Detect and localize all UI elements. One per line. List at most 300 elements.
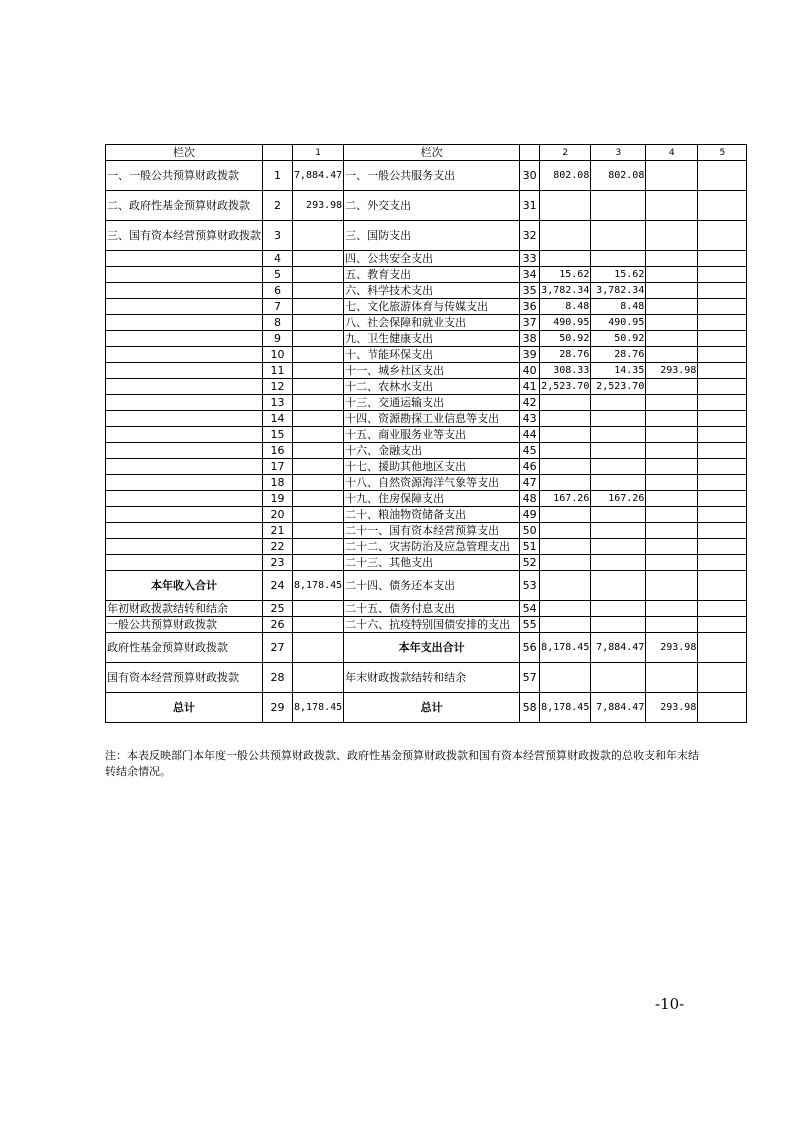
left-label: 一般公共预算财政拨款 — [106, 617, 263, 633]
right-line-no: 50 — [520, 523, 540, 539]
right-label: 二十六、抗疫特别国债安排的支出 — [344, 617, 520, 633]
state-capital-value — [698, 571, 747, 601]
left-line-no: 10 — [263, 347, 293, 363]
left-line-no: 29 — [263, 693, 293, 723]
right-label: 十九、住房保障支出 — [344, 491, 520, 507]
table-row — [106, 539, 747, 555]
total-value — [540, 427, 591, 443]
right-label: 九、卫生健康支出 — [344, 331, 520, 347]
fund-budget-value — [646, 523, 698, 539]
total-value — [540, 191, 591, 221]
fund-budget-value — [646, 283, 698, 299]
right-line-no: 48 — [520, 491, 540, 507]
left-line-no: 24 — [263, 571, 293, 601]
fund-budget-value: 293.98 — [646, 693, 698, 723]
left-label: 年初财政拨款结转和结余 — [106, 601, 263, 617]
general-budget-value — [591, 427, 646, 443]
fund-budget-value: 293.98 — [646, 363, 698, 379]
total-value — [540, 507, 591, 523]
state-capital-value — [698, 363, 747, 379]
total-value: 3,782.34 — [540, 283, 591, 299]
fund-budget-value — [646, 571, 698, 601]
fund-budget-value — [646, 267, 698, 283]
table-row — [106, 379, 747, 395]
left-label — [106, 379, 263, 395]
right-label: 十五、商业服务业等支出 — [344, 427, 520, 443]
right-line-no: 54 — [520, 601, 540, 617]
state-capital-value — [698, 491, 747, 507]
fund-budget-value — [646, 161, 698, 191]
left-line-no: 25 — [263, 601, 293, 617]
right-label: 一、一般公共服务支出 — [344, 161, 520, 191]
total-value — [540, 555, 591, 571]
left-label — [106, 427, 263, 443]
right-line-no: 58 — [520, 693, 540, 723]
income-value — [293, 411, 344, 427]
right-line-no: 38 — [520, 331, 540, 347]
right-line-no: 30 — [520, 161, 540, 191]
right-label: 二十、粮油物资储备支出 — [344, 507, 520, 523]
header-blank-2 — [520, 145, 540, 161]
left-label — [106, 507, 263, 523]
right-label: 二十四、债务还本支出 — [344, 571, 520, 601]
left-label — [106, 251, 263, 267]
left-label: 二、政府性基金预算财政拨款 — [106, 191, 263, 221]
general-budget-value: 167.26 — [591, 491, 646, 507]
total-value — [540, 395, 591, 411]
right-label: 十八、自然资源海洋气象等支出 — [344, 475, 520, 491]
right-line-no: 37 — [520, 315, 540, 331]
right-line-no: 56 — [520, 633, 540, 663]
state-capital-value — [698, 379, 747, 395]
total-value — [540, 443, 591, 459]
left-line-no: 20 — [263, 507, 293, 523]
state-capital-value — [698, 251, 747, 267]
fund-budget-value — [646, 221, 698, 251]
income-value — [293, 443, 344, 459]
right-line-no: 55 — [520, 617, 540, 633]
table-row — [106, 251, 747, 267]
left-label — [106, 363, 263, 379]
total-value: 8.48 — [540, 299, 591, 315]
right-label: 年末财政拨款结转和结余 — [344, 663, 520, 693]
table-row — [106, 459, 747, 475]
state-capital-value — [698, 191, 747, 221]
right-line-no: 57 — [520, 663, 540, 693]
general-budget-value — [591, 475, 646, 491]
state-capital-value — [698, 663, 747, 693]
total-value — [540, 539, 591, 555]
state-capital-value — [698, 693, 747, 723]
fund-budget-value — [646, 555, 698, 571]
table-footnote: 注：本表反映部门本年度一般公共预算财政拨款、政府性基金预算财政拨款和国有资本经营预算财政拨款的总收支和年末结转结余情况。 — [105, 749, 699, 778]
left-label: 政府性基金预算财政拨款 — [106, 633, 263, 663]
general-budget-value — [591, 663, 646, 693]
income-value — [293, 633, 344, 663]
income-value: 293.98 — [293, 191, 344, 221]
fund-budget-value — [646, 507, 698, 523]
total-value: 802.08 — [540, 161, 591, 191]
right-line-no: 31 — [520, 191, 540, 221]
table-row — [106, 267, 747, 283]
income-value — [293, 251, 344, 267]
fund-budget-value — [646, 191, 698, 221]
header-col-mid: 栏次 — [344, 145, 520, 161]
table-row — [106, 221, 747, 251]
general-budget-value: 50.92 — [591, 331, 646, 347]
fund-budget-value — [646, 601, 698, 617]
income-value — [293, 267, 344, 283]
right-line-no: 35 — [520, 283, 540, 299]
general-budget-value: 7,884.47 — [591, 693, 646, 723]
left-line-no: 3 — [263, 221, 293, 251]
right-label: 二十五、债务付息支出 — [344, 601, 520, 617]
left-line-no: 12 — [263, 379, 293, 395]
left-line-no: 8 — [263, 315, 293, 331]
total-value: 50.92 — [540, 331, 591, 347]
general-budget-value — [591, 221, 646, 251]
general-budget-value — [591, 443, 646, 459]
general-budget-value — [591, 601, 646, 617]
fund-budget-value — [646, 475, 698, 491]
general-budget-value — [591, 459, 646, 475]
right-label: 十二、农林水支出 — [344, 379, 520, 395]
total-value — [540, 601, 591, 617]
fund-budget-value — [646, 491, 698, 507]
table-row — [106, 693, 747, 723]
table-row — [106, 395, 747, 411]
income-value: 7,884.47 — [293, 161, 344, 191]
total-value — [540, 459, 591, 475]
left-label — [106, 459, 263, 475]
income-value — [293, 601, 344, 617]
total-value: 490.95 — [540, 315, 591, 331]
left-label — [106, 299, 263, 315]
income-value — [293, 539, 344, 555]
right-line-no: 49 — [520, 507, 540, 523]
right-label: 十四、资源勘探工业信息等支出 — [344, 411, 520, 427]
right-line-no: 42 — [520, 395, 540, 411]
income-value — [293, 555, 344, 571]
table-row — [106, 427, 747, 443]
state-capital-value — [698, 299, 747, 315]
header-col-left: 栏次 — [106, 145, 263, 161]
state-capital-value — [698, 427, 747, 443]
general-budget-value — [591, 617, 646, 633]
income-value: 8,178.45 — [293, 693, 344, 723]
total-value — [540, 411, 591, 427]
income-value — [293, 331, 344, 347]
general-budget-value: 802.08 — [591, 161, 646, 191]
left-line-no: 9 — [263, 331, 293, 347]
table-row — [106, 507, 747, 523]
state-capital-value — [698, 633, 747, 663]
general-budget-value: 15.62 — [591, 267, 646, 283]
left-line-no: 17 — [263, 459, 293, 475]
left-line-no: 1 — [263, 161, 293, 191]
left-label — [106, 283, 263, 299]
right-line-no: 53 — [520, 571, 540, 601]
right-label: 八、社会保障和就业支出 — [344, 315, 520, 331]
left-line-no: 19 — [263, 491, 293, 507]
income-value — [293, 395, 344, 411]
general-budget-value — [591, 191, 646, 221]
left-label — [106, 491, 263, 507]
right-line-no: 45 — [520, 443, 540, 459]
budget-table — [105, 144, 747, 723]
state-capital-value — [698, 221, 747, 251]
income-value — [293, 523, 344, 539]
income-value — [293, 315, 344, 331]
right-line-no: 34 — [520, 267, 540, 283]
header-col5: 5 — [698, 145, 747, 161]
income-value — [293, 459, 344, 475]
left-label — [106, 539, 263, 555]
left-label: 本年收入合计 — [106, 571, 263, 601]
right-label: 十一、城乡社区支出 — [344, 363, 520, 379]
income-value — [293, 427, 344, 443]
fund-budget-value — [646, 617, 698, 633]
state-capital-value — [698, 315, 747, 331]
right-label: 二、外交支出 — [344, 191, 520, 221]
table-row — [106, 663, 747, 693]
table-row — [106, 601, 747, 617]
state-capital-value — [698, 283, 747, 299]
header-blank-1 — [263, 145, 293, 161]
general-budget-value — [591, 523, 646, 539]
right-label: 五、教育支出 — [344, 267, 520, 283]
header-col3: 3 — [591, 145, 646, 161]
income-value — [293, 491, 344, 507]
general-budget-value — [591, 539, 646, 555]
income-value: 8,178.45 — [293, 571, 344, 601]
income-value — [293, 299, 344, 315]
state-capital-value — [698, 523, 747, 539]
total-value: 308.33 — [540, 363, 591, 379]
left-label — [106, 555, 263, 571]
right-label: 十七、援助其他地区支出 — [344, 459, 520, 475]
general-budget-value: 2,523.70 — [591, 379, 646, 395]
table-row — [106, 191, 747, 221]
right-line-no: 33 — [520, 251, 540, 267]
left-label — [106, 315, 263, 331]
left-label — [106, 523, 263, 539]
right-label: 总计 — [344, 693, 520, 723]
general-budget-value: 14.35 — [591, 363, 646, 379]
left-label — [106, 475, 263, 491]
table-row — [106, 299, 747, 315]
right-line-no: 46 — [520, 459, 540, 475]
table-row — [106, 411, 747, 427]
left-label: 国有资本经营预算财政拨款 — [106, 663, 263, 693]
general-budget-value: 490.95 — [591, 315, 646, 331]
header-col1: 1 — [293, 145, 344, 161]
left-label — [106, 443, 263, 459]
right-line-no: 44 — [520, 427, 540, 443]
right-line-no: 39 — [520, 347, 540, 363]
general-budget-value: 7,884.47 — [591, 633, 646, 663]
right-label: 二十一、国有资本经营预算支出 — [344, 523, 520, 539]
left-line-no: 18 — [263, 475, 293, 491]
table-row — [106, 523, 747, 539]
total-value: 2,523.70 — [540, 379, 591, 395]
general-budget-value — [591, 571, 646, 601]
general-budget-value — [591, 395, 646, 411]
general-budget-value — [591, 555, 646, 571]
left-line-no: 28 — [263, 663, 293, 693]
total-value: 167.26 — [540, 491, 591, 507]
fund-budget-value — [646, 411, 698, 427]
table-row — [106, 491, 747, 507]
left-label — [106, 347, 263, 363]
income-value — [293, 363, 344, 379]
right-label: 七、文化旅游体育与传媒支出 — [344, 299, 520, 315]
total-value — [540, 251, 591, 267]
fund-budget-value — [646, 443, 698, 459]
right-line-no: 52 — [520, 555, 540, 571]
income-value — [293, 507, 344, 523]
state-capital-value — [698, 617, 747, 633]
table-header-row — [106, 145, 747, 161]
right-line-no: 32 — [520, 221, 540, 251]
left-label: 三、国有资本经营预算财政拨款 — [106, 221, 263, 251]
fund-budget-value — [646, 315, 698, 331]
left-label: 一、一般公共预算财政拨款 — [106, 161, 263, 191]
table-row — [106, 633, 747, 663]
left-line-no: 13 — [263, 395, 293, 411]
state-capital-value — [698, 459, 747, 475]
left-label — [106, 411, 263, 427]
total-value — [540, 571, 591, 601]
right-label: 三、国防支出 — [344, 221, 520, 251]
state-capital-value — [698, 507, 747, 523]
income-value — [293, 221, 344, 251]
general-budget-value — [591, 411, 646, 427]
state-capital-value — [698, 347, 747, 363]
right-line-no: 40 — [520, 363, 540, 379]
table-row — [106, 443, 747, 459]
total-value — [540, 475, 591, 491]
left-line-no: 5 — [263, 267, 293, 283]
header-col4: 4 — [646, 145, 698, 161]
left-line-no: 23 — [263, 555, 293, 571]
table-row — [106, 617, 747, 633]
left-line-no: 16 — [263, 443, 293, 459]
table-row — [106, 363, 747, 379]
right-label: 二十三、其他支出 — [344, 555, 520, 571]
right-label: 二十二、灾害防治及应急管理支出 — [344, 539, 520, 555]
total-value — [540, 663, 591, 693]
general-budget-value: 3,782.34 — [591, 283, 646, 299]
fund-budget-value — [646, 539, 698, 555]
left-line-no: 4 — [263, 251, 293, 267]
right-line-no: 41 — [520, 379, 540, 395]
right-label: 四、公共安全支出 — [344, 251, 520, 267]
fund-budget-value — [646, 379, 698, 395]
table-row — [106, 315, 747, 331]
left-line-no: 7 — [263, 299, 293, 315]
general-budget-value — [591, 251, 646, 267]
left-line-no: 2 — [263, 191, 293, 221]
general-budget-value — [591, 507, 646, 523]
total-value — [540, 523, 591, 539]
left-line-no: 15 — [263, 427, 293, 443]
table-row — [106, 475, 747, 491]
right-line-no: 51 — [520, 539, 540, 555]
left-line-no: 21 — [263, 523, 293, 539]
right-label: 十、节能环保支出 — [344, 347, 520, 363]
income-value — [293, 379, 344, 395]
left-line-no: 6 — [263, 283, 293, 299]
table-row — [106, 571, 747, 601]
left-label — [106, 267, 263, 283]
header-col2: 2 — [540, 145, 591, 161]
general-budget-value: 8.48 — [591, 299, 646, 315]
state-capital-value — [698, 395, 747, 411]
right-label: 六、科学技术支出 — [344, 283, 520, 299]
state-capital-value — [698, 555, 747, 571]
table-row — [106, 161, 747, 191]
income-value — [293, 663, 344, 693]
state-capital-value — [698, 267, 747, 283]
income-value — [293, 283, 344, 299]
right-line-no: 47 — [520, 475, 540, 491]
right-label: 十三、交通运输支出 — [344, 395, 520, 411]
state-capital-value — [698, 539, 747, 555]
fund-budget-value — [646, 395, 698, 411]
total-value — [540, 221, 591, 251]
left-line-no: 14 — [263, 411, 293, 427]
total-value: 8,178.45 — [540, 633, 591, 663]
fund-budget-value — [646, 459, 698, 475]
state-capital-value — [698, 475, 747, 491]
right-line-no: 36 — [520, 299, 540, 315]
state-capital-value — [698, 601, 747, 617]
left-label: 总计 — [106, 693, 263, 723]
total-value: 28.76 — [540, 347, 591, 363]
table-row — [106, 555, 747, 571]
fund-budget-value: 293.98 — [646, 633, 698, 663]
left-line-no: 11 — [263, 363, 293, 379]
fund-budget-value — [646, 331, 698, 347]
right-line-no: 43 — [520, 411, 540, 427]
right-label: 十六、金融支出 — [344, 443, 520, 459]
right-label: 本年支出合计 — [344, 633, 520, 663]
total-value — [540, 617, 591, 633]
left-label — [106, 395, 263, 411]
state-capital-value — [698, 443, 747, 459]
fund-budget-value — [646, 299, 698, 315]
fund-budget-value — [646, 251, 698, 267]
left-line-no: 27 — [263, 633, 293, 663]
income-value — [293, 347, 344, 363]
page-number: -10- — [655, 995, 685, 1013]
state-capital-value — [698, 161, 747, 191]
state-capital-value — [698, 411, 747, 427]
left-label — [106, 331, 263, 347]
fund-budget-value — [646, 427, 698, 443]
total-value: 15.62 — [540, 267, 591, 283]
total-value: 8,178.45 — [540, 693, 591, 723]
table-row — [106, 283, 747, 299]
table-row — [106, 331, 747, 347]
general-budget-value: 28.76 — [591, 347, 646, 363]
fund-budget-value — [646, 347, 698, 363]
fund-budget-value — [646, 663, 698, 693]
income-value — [293, 617, 344, 633]
left-line-no: 26 — [263, 617, 293, 633]
state-capital-value — [698, 331, 747, 347]
